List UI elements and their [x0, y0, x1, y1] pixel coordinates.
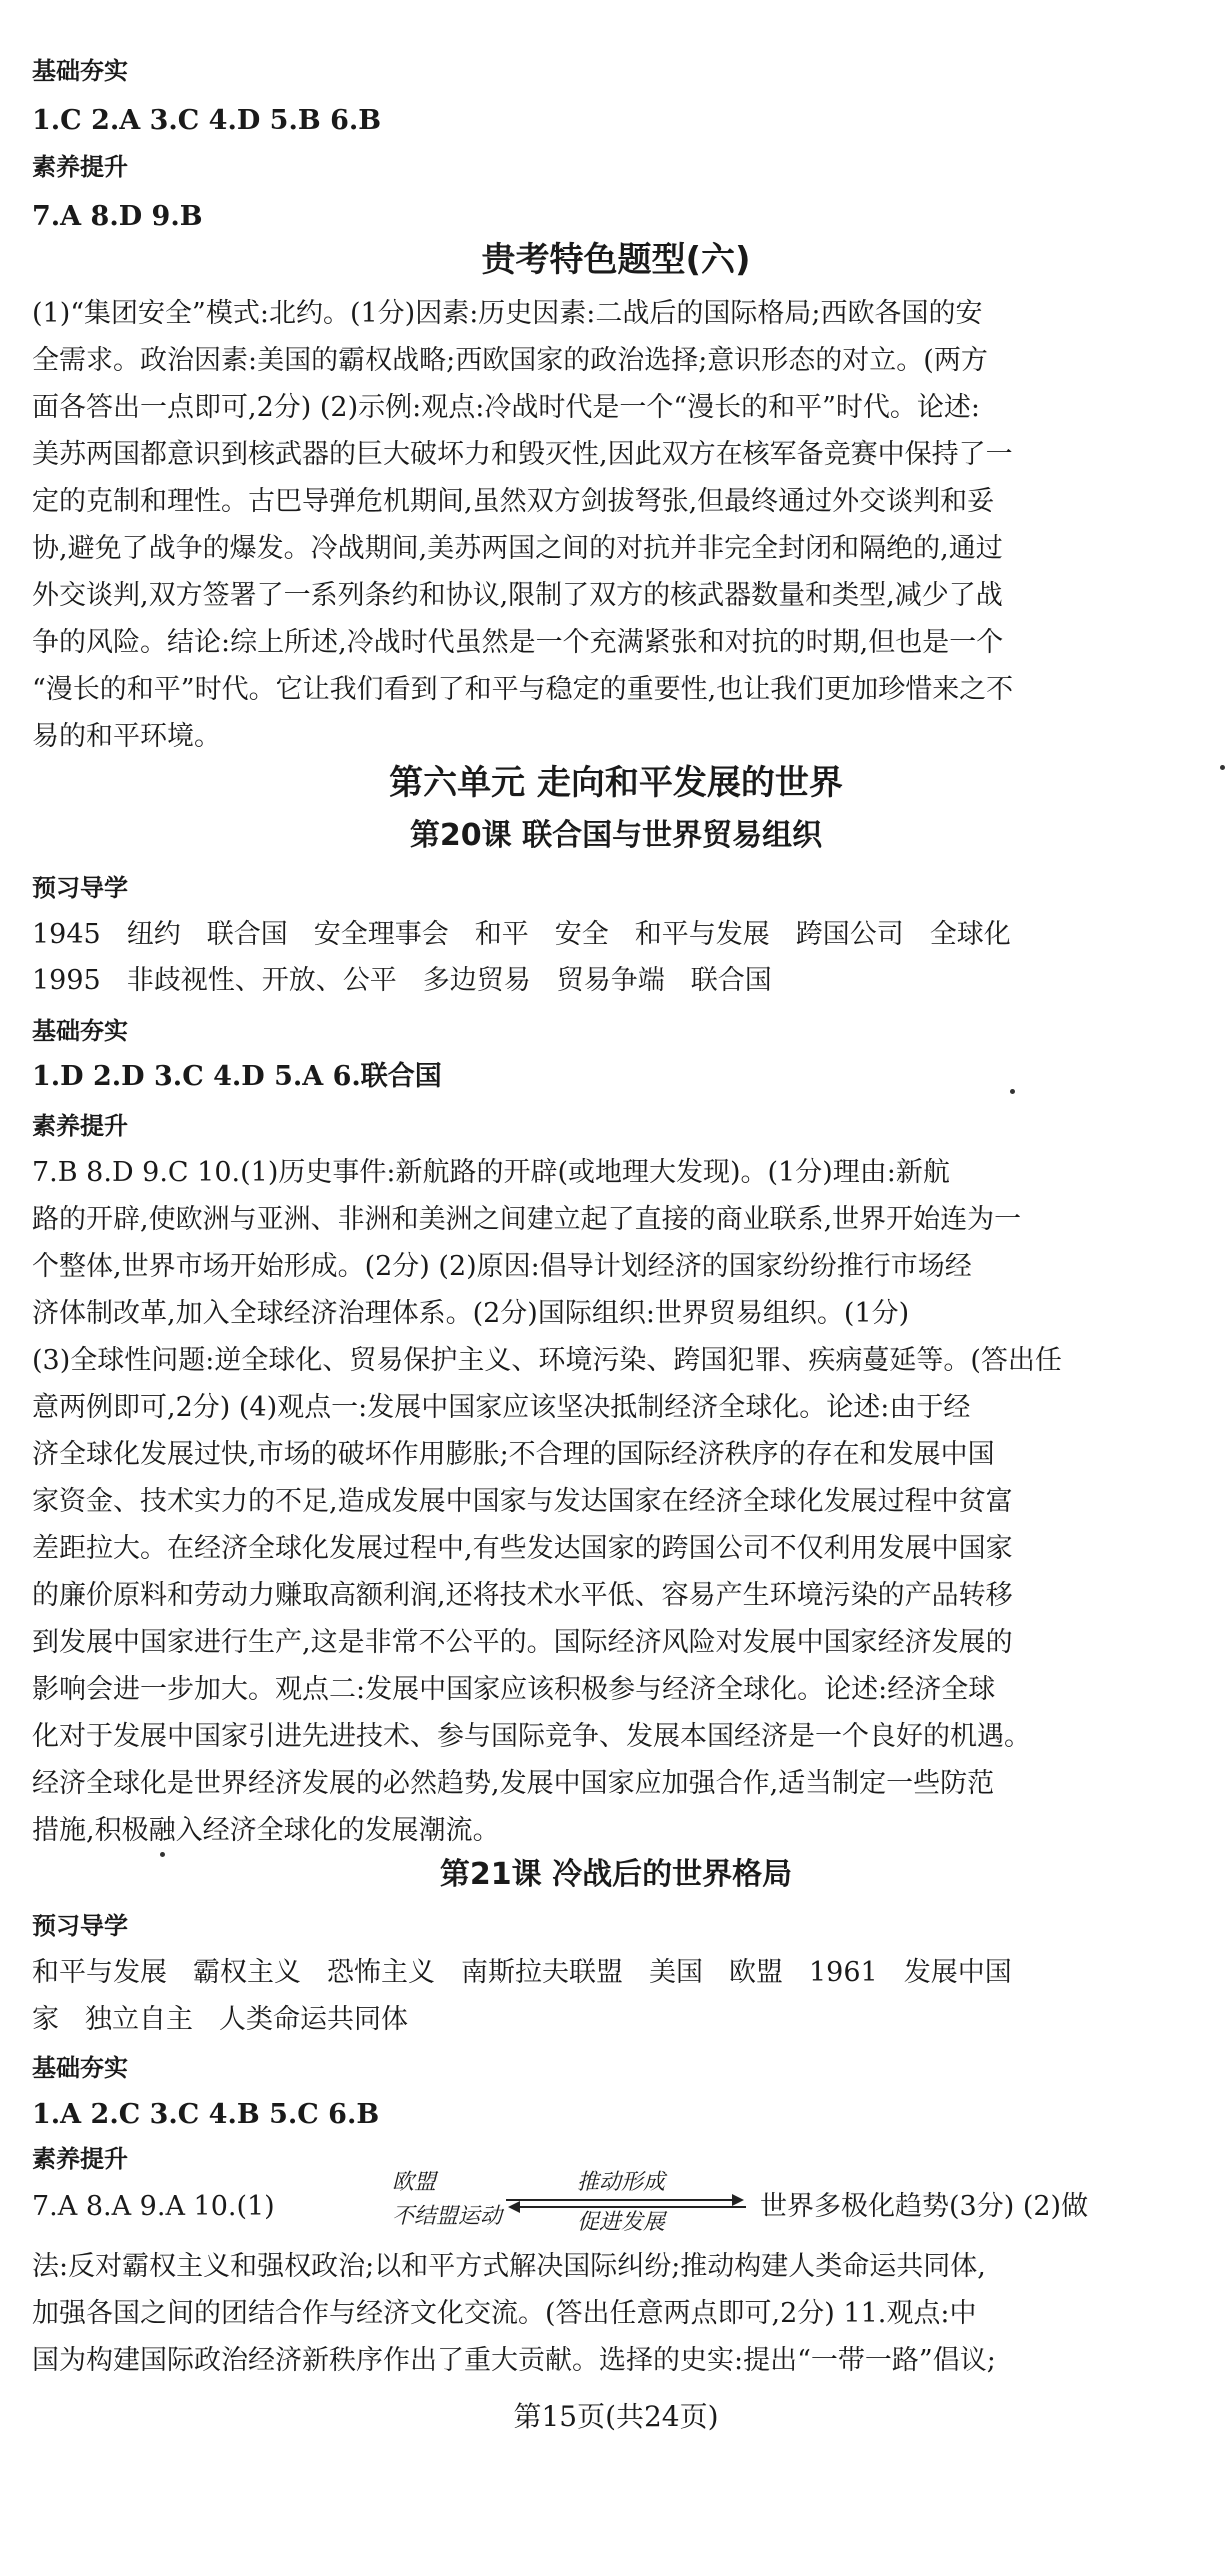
preview-term: 贸易争端	[556, 965, 665, 996]
lesson20-line: 家资金、技术实力的不足,造成发展中国家与发达国家在经济全球化发展过程中贫富	[32, 1486, 1013, 1517]
special-line: 争的风险。结论:综上所述,冷战时代虽然是一个充满紧张和对抗的时期,但也是一个	[32, 627, 1004, 658]
lesson20-line: 化对于发展中国家引进先进技术、参与国际竞争、发展本国经济是一个良好的机遇。	[32, 1721, 1031, 1752]
special-line: “漫长的和平”时代。它让我们看到了和平与稳定的重要性,也让我们更加珍惜来之不	[32, 674, 1014, 705]
lesson21-basic-answers: 1.A 2.C 3.C 4.B 5.C 6.B	[32, 2099, 380, 2130]
preview-term: 霸权主义	[193, 1957, 301, 1988]
preview-term: 南斯拉夫联盟	[461, 1957, 623, 1988]
lesson20-line: 措施,积极融入经济全球化的发展潮流。	[32, 1815, 500, 1846]
special-line: 协,避免了战争的爆发。冷战期间,美苏两国之间的对抗并非完全封闭和隔绝的,通过	[32, 533, 1003, 564]
preview-term: 和平与发展	[634, 919, 770, 950]
diagram-eu-label: 欧盟	[392, 2170, 437, 2195]
lesson21-basic-heading: 基础夯实	[32, 2054, 128, 2082]
preview-term: 和平	[474, 919, 529, 950]
preview-term: 全球化	[929, 919, 1011, 950]
lesson20-basic-answers: 1.D 2.D 3.C 4.D 5.A 6.联合国	[32, 1061, 442, 1092]
lesson20-line: 7.B 8.D 9.C 10.(1)历史事件:新航路的开辟(或地理大发现)。(1分)理由:新航	[32, 1157, 950, 1188]
lesson21-line: 加强各国之间的团结合作与经济文化交流。(答出任意两点即可,2分) 11.观点:中	[32, 2298, 977, 2329]
lesson20-improve-heading: 素养提升	[32, 1112, 128, 1140]
special-line: 定的克制和理性。古巴导弹危机期间,虽然双方剑拔弩张,但最终通过外交谈判和妥	[32, 486, 995, 517]
special-line: (1)“集团安全”模式:北约。(1分)因素:历史因素:二战后的国际格局;西欧各国的安	[32, 298, 983, 329]
special-title: 贵考特色题型(六)	[481, 240, 751, 280]
lesson20-line: 个整体,世界市场开始形成。(2分) (2)原因:倡导计划经济的国家纷纷推行市场经	[32, 1251, 972, 1282]
special-line: 面各答出一点即可,2分) (2)示例:观点:冷战时代是一个“漫长的和平”时代。论述:	[32, 392, 981, 423]
lesson21-line: 法:反对霸权主义和强权政治;以和平方式解决国际纠纷;推动构建人类命运共同体,	[32, 2251, 986, 2282]
print-speck	[160, 1852, 165, 1857]
diagram-nam-label: 不结盟运动	[392, 2204, 503, 2229]
lesson21-q-prefix: 7.A 8.A 9.A 10.(1)	[32, 2191, 275, 2222]
lesson21-preview-line2	[32, 2003, 1202, 2037]
preview-term: 发展中国	[903, 1957, 1012, 1988]
preview-term: 跨国公司	[795, 919, 904, 950]
preview-term: 1945	[32, 919, 101, 950]
preview-term: 纽约	[126, 919, 181, 950]
lesson20-line: 差距拉大。在经济全球化发展过程中,有些发达国家的跨国公司不仅利用发展中国家	[32, 1533, 1013, 1564]
preview-term: 和平与发展	[32, 1957, 167, 1988]
lesson20-preview-line1	[32, 918, 1202, 952]
lesson20-line: 到发展中国家进行生产,这是非常不公平的。国际经济风险对发展中国家经济发展的	[32, 1627, 1013, 1658]
lesson20-line: 路的开辟,使欧洲与亚洲、非洲和美洲之间建立起了直接的商业联系,世界开始连为一	[32, 1204, 1022, 1235]
print-speck	[1220, 765, 1225, 770]
lesson20-title: 第20课 联合国与世界贸易组织	[409, 818, 823, 853]
lesson21-preview-line1	[32, 1956, 1202, 1990]
lesson21-improve-heading: 素养提升	[32, 2145, 128, 2173]
preview-term: 联合国	[206, 919, 288, 950]
preview-term: 美国	[649, 1957, 703, 1988]
preview-term: 人类命运共同体	[219, 2004, 408, 2035]
left-arrow-icon	[510, 2206, 746, 2208]
preview-term: 非歧视性、开放、公平	[126, 965, 397, 996]
right-arrow-icon	[506, 2199, 742, 2201]
multipolarity-diagram	[386, 2170, 756, 2240]
special-line: 全需求。政治因素:美国的霸权战略;西欧国家的政治选择;意识形态的对立。(两方	[32, 345, 988, 376]
lesson20-line: 意两例即可,2分) (4)观点一:发展中国家应该坚决抵制经济全球化。论述:由于经	[32, 1392, 971, 1423]
preview-term: 多边贸易	[422, 965, 531, 996]
lesson21-preview-heading: 预习导学	[32, 1912, 128, 1940]
preview-term: 独立自主	[85, 2004, 193, 2035]
diagram-arrow-bottom-label: 促进发展	[576, 2210, 665, 2235]
lesson20-line: 的廉价原料和劳动力赚取高额利润,还将技术水平低、容易产生环境污染的产品转移	[32, 1580, 1013, 1611]
lesson20-line: 经济全球化是世界经济发展的必然趋势,发展中国家应加强合作,适当制定一些防范	[32, 1768, 995, 1799]
preview-term: 安全	[554, 919, 609, 950]
lesson21-title: 第21课 冷战后的世界格局	[439, 1857, 793, 1892]
lesson20-line: 济全球化发展过快,市场的破坏作用膨胀;不合理的国际经济秩序的存在和发展中国	[32, 1439, 995, 1470]
lesson21-q-suffix: 世界多极化趋势(3分) (2)做	[760, 2191, 1089, 2222]
special-line: 外交谈判,双方签署了一系列条约和协议,限制了双方的核武器数量和类型,减少了战	[32, 580, 1003, 611]
improve-answers: 7.A 8.D 9.B	[32, 201, 203, 232]
lesson20-line: (3)全球性问题:逆全球化、贸易保护主义、环境污染、跨国犯罪、疾病蔓延等。(答出任	[32, 1345, 1062, 1376]
lesson20-line: 济体制改革,加入全球经济治理体系。(2分)国际组织:世界贸易组织。(1分)	[32, 1298, 910, 1329]
diagram-arrow-top-label: 推动形成	[576, 2170, 665, 2195]
section-heading-improve: 素养提升	[32, 153, 128, 181]
preview-term: 1995	[32, 965, 101, 996]
lesson21-line: 国为构建国际政治经济新秩序作出了重大贡献。选择的史实:提出“一带一路”倡议;	[32, 2345, 996, 2376]
preview-term: 欧盟	[729, 1957, 783, 1988]
lesson20-preview-line2	[32, 964, 1202, 998]
special-line: 易的和平环境。	[32, 721, 221, 752]
preview-term: 家	[32, 2004, 59, 2035]
page-number: 第15页(共24页)	[513, 2400, 719, 2433]
unit-title: 第六单元 走向和平发展的世界	[389, 763, 843, 803]
preview-term: 恐怖主义	[327, 1957, 435, 1988]
basic-answers: 1.C 2.A 3.C 4.D 5.B 6.B	[32, 105, 382, 136]
special-line: 美苏两国都意识到核武器的巨大破坏力和毁灭性,因此双方在核军备竞赛中保持了一	[32, 439, 1013, 470]
lesson20-basic-heading: 基础夯实	[32, 1017, 128, 1045]
lesson20-preview-heading: 预习导学	[32, 874, 128, 902]
section-heading-basic: 基础夯实	[32, 57, 128, 85]
lesson20-line: 影响会进一步加大。观点二:发展中国家应该积极参与经济全球化。论述:经济全球	[32, 1674, 996, 1705]
preview-term: 安全理事会	[313, 919, 449, 950]
preview-term: 联合国	[690, 965, 772, 996]
preview-term: 1961	[809, 1957, 878, 1988]
print-speck	[1010, 1089, 1015, 1094]
